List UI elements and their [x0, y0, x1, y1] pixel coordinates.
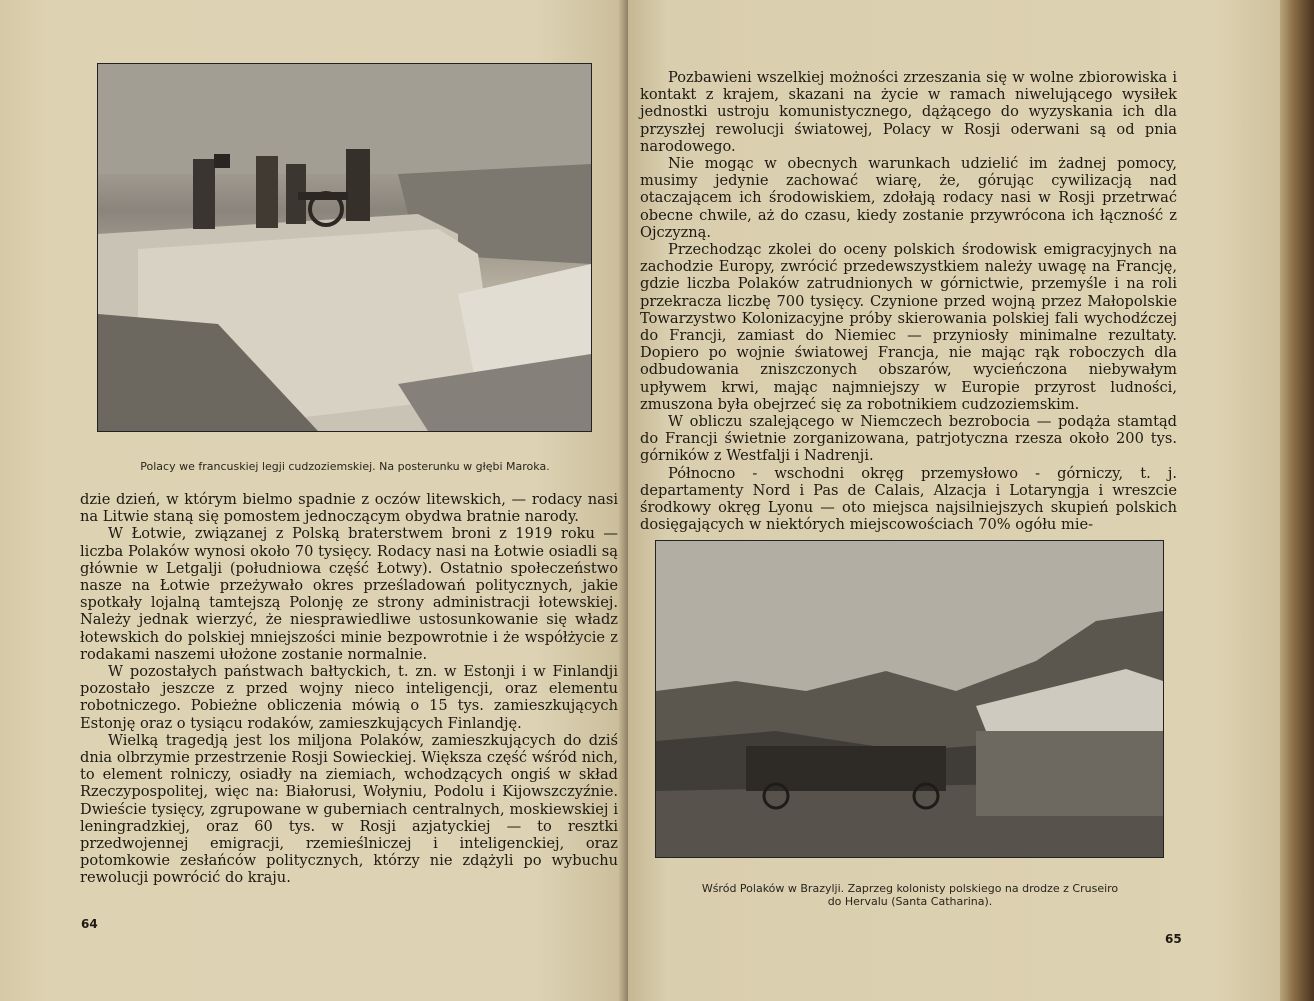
brazil-photo-illustration [656, 541, 1163, 857]
photo-caption-right-line1: Wśród Polaków w Brazylji. Zaprzeg kolonisty polskiego na drodze z Cruseiro [701, 882, 1119, 895]
paragraph: W Łotwie, związanej z Polską braterstwem broni z 1919 roku — liczba Polaków wynosi około 70 tysięcy. Rodacy nasi na Łotwie osiadli są głównie w Letgalji (południowa część Łotwy). Ostatnio społeczeństwo nasze na Łotwie przeżywało okres prześladowań politycznych, jakie spotkały lojalną tamtejszą Polonję ze strony administracji łotewskiej. Należy jednak wierzyć, że niesprawiedliwe ustosunkowanie się władz łotewskich do polskiej mniejszości minie bezpowrotnie i że współżycie z rodakami naszemi ułożone zostanie normalnie. [80, 525, 618, 663]
left-page-body [80, 491, 618, 887]
book-edge [1280, 0, 1314, 1001]
paragraph: Wielką tragedją jest los miljona Polaków, zamieszkujących do dziś dnia olbrzymie przestrzenie Rosji Sowieckiej. Większa część wśród nich, to element rolniczy, osiadły na ziemiach, wchodzących ongiś w skład Rzeczypospolitej, więc na: Białorusi, Wołyniu, Podolu i Kijowszczyźnie. Dwieście tysięcy, zgrupowane w guberniach centralnych, moskiewskiej i leningradzkiej, oraz 60 tys. w Rosji azjatyckiej — to resztki przedwojennej emigracji, rzemieślniczej i inteligenckiej, oraz potomkowie zesłańców politycznych, którzy nie zdążyli po wybuchu rewolucji powrócić do kraju. [80, 731, 618, 887]
paragraph: Pozbawieni wszelkiej możności zrzeszania się w wolne zbiorowiska i kontakt z krajem, skazani na życie w ramach niwelującego wysiłek jednostki ustroju komunistycznego, dążącego do wyzyskania ich dla przyszłej rewolucji światowej, Polacy w Rosji oderwani są od pnia narodowego. [640, 69, 1177, 155]
photo-legion-post-morocco [97, 63, 592, 432]
fort-photo-illustration [98, 64, 591, 431]
page-number-left: 64 [81, 917, 98, 931]
paragraph: W pozostałych państwach bałtyckich, t. zn. w Estonji i w Finlandji pozostało jeszcze z przed wojny nieco inteligencji, oraz elementu robotniczego. Pobieżne obliczenia mówią o 15 tys. zamieszkujących Estonję oraz o tysiącu rodaków, zamieszkujących Finlandję. [80, 663, 618, 732]
right-page-body [640, 69, 1177, 533]
page-number-right: 65 [1165, 932, 1182, 946]
paragraph: Północno - wschodni okręg przemysłowo - górniczy, t. j. departamenty Nord i Pas de Calais, Alzacja i Lotaryngja i wreszcie środkowy okręg Lyonu — oto miejsca najsilniejszych skupień polskich dosięgających w niektórych miejscowościach 70% ogółu mie- [640, 464, 1177, 534]
photo-caption-left: Polacy we francuskiej legji cudzoziemskiej. Na posterunku w głębi Maroka. [140, 460, 550, 473]
photo-caption-right-line2: do Hervalu (Santa Catharina). [827, 895, 993, 908]
paragraph: Przechodząc zkolei do oceny polskich środowisk emigracyjnych na zachodzie Europy, zwrócić przedewszystkiem należy uwagę na Francję, gdzie liczba Polaków zatrudnionych w górnictwie, przemyśle i na roli przekracza liczbę 700 tysięcy. Czynione przed wojną przez Małopolskie Towarzystwo Kolonizacyjne próby skierowania polskiej fali wychodźczej do Francji, zamiast do Niemiec — przyniosły minimalne rezultaty. Dopiero po wojnie światowej Francja, nie mając rąk roboczych dla odbudowania zniszczonych obszarów, wycieńczona niebywałym upływem krwi, mając najmniejszy w Europie przyrost ludności, zmuszona była obejrzeć się za robotnikiem cudzoziemskim. [640, 241, 1177, 413]
paragraph: dzie dzień, w którym bielmo spadnie z oczów litewskich, — rodacy nasi na Litwie staną się pomostem jednoczącym obydwa bratnie narody. [80, 491, 618, 526]
left-page [0, 0, 628, 1001]
paragraph: Nie mogąc w obecnych warunkach udzielić im żadnej pomocy, musimy jedynie zachować wiarę, że, górując cywilizacją nad otaczającem ich środowiskiem, zdołają rodacy nasi w Rosji przetrwać obecne chwile, aż do czasu, kiedy zostanie przywrócona ich łączność z Ojczyzną. [640, 155, 1177, 241]
photo-caption-right [660, 882, 1160, 908]
right-page [628, 0, 1280, 1001]
photo-polish-colonist-brazil [655, 540, 1164, 858]
paragraph: W obliczu szalejącego w Niemczech bezrobocia — podąża stamtąd do Francji świetnie zorganizowana, patrjotyczna rzesza około 200 tys. górników z Westfalji i Nadrenji. [640, 413, 1177, 465]
